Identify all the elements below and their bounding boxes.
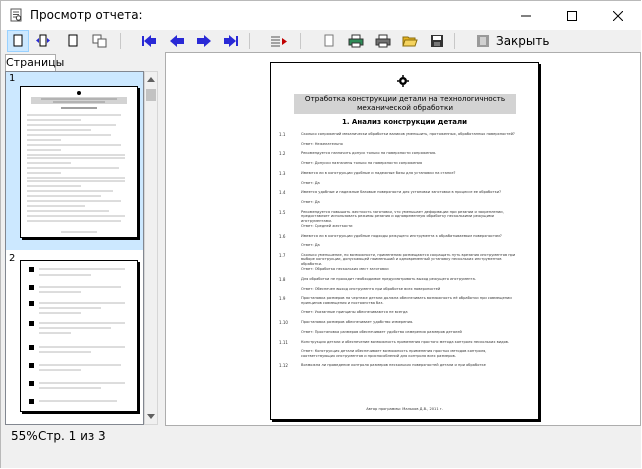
answer-text: Ответ: Конструкция детали обеспечивает возможность применения простых методов контроля, соответствующих инструментов и приспособлений для контроля всех размеров. — [301, 349, 487, 358]
question-number: 1.11 — [279, 339, 288, 345]
toolbar-separator — [120, 33, 121, 49]
report-page — [270, 62, 539, 420]
title-bar — [1, 1, 641, 30]
question-text: Конструкция детали и обеспечение возможность применения простого метода контроля нескольких видов. — [301, 339, 510, 344]
thumbnail-scrollbar[interactable] — [144, 71, 158, 425]
question-text: Сколько уменьшение, по возможности, применению размещаются сокращать путь врезания инструментов при выборе конструкции, допускающей наименьший и одновременный установку нескольких инструментов обработки. — [301, 252, 516, 266]
save-disk-icon — [430, 34, 444, 48]
scroll-up-icon — [145, 74, 157, 86]
report-header-line: механической обработки — [356, 102, 453, 112]
answer-text: Ответ: Средней жесткости — [301, 223, 353, 228]
close-icon — [613, 11, 623, 21]
question-text: Имеются ли в конструкции удобные и надежные базы для установки на станке? — [301, 170, 456, 175]
question-number: 1.4 — [279, 190, 286, 196]
two-pages-icon — [92, 34, 108, 48]
thumbnail-number: 2 — [9, 253, 16, 264]
answer-text: Ответ: Да — [301, 180, 320, 185]
single-page-icon — [12, 34, 24, 48]
answer-text: Ответ: Да — [301, 199, 320, 204]
minimize-icon — [521, 11, 531, 21]
question-number: 1.2 — [279, 151, 286, 157]
question-number: 1.5 — [279, 209, 286, 215]
folder-open-icon — [402, 34, 418, 48]
page-indicator: Стр. 1 из 3 — [38, 429, 106, 443]
app-icon — [9, 8, 23, 22]
section-title: 1. Анализ конструкции детали — [341, 118, 468, 126]
report-footer: Автор программы: Мальков Д.В., 2011 г. — [366, 407, 443, 411]
arrow-left-icon — [169, 34, 185, 48]
question-text: Простановка размеров на чертеже детали должна обеспечивать возможность её обработки при совмещении принципов совмещения и постоянства баз. — [301, 296, 512, 305]
print-button[interactable] — [372, 30, 394, 52]
thumbnail-list — [5, 71, 144, 425]
zoom-level: 55% — [11, 429, 38, 443]
thumbnail-page — [20, 260, 138, 412]
open-button[interactable] — [399, 30, 421, 52]
report-view-area[interactable] — [165, 52, 641, 426]
close-report-label: Закрыть — [496, 34, 550, 48]
question-text: Сколько сопряжений механически обработки валиков уменьшить, протяженных, обработанных поверхностей? — [301, 132, 515, 136]
close-window-button[interactable] — [595, 1, 641, 30]
toolbar-separator — [454, 33, 455, 49]
question-number: 1.12 — [279, 363, 288, 369]
next-page-button[interactable] — [193, 30, 215, 52]
thumbnail-preview — [21, 261, 137, 411]
question-text: Рекомендуется назначить допуск только на поверхности сопряжения. — [301, 151, 437, 156]
printer-icon — [375, 34, 391, 48]
first-page-button[interactable] — [138, 30, 160, 52]
report-header-line: Отработка конструкции детали на технологичность — [304, 94, 506, 103]
go-to-page-icon — [270, 34, 288, 48]
new-document-button[interactable] — [318, 30, 340, 52]
go-to-page-button[interactable] — [268, 30, 290, 52]
previous-page-button[interactable] — [166, 30, 188, 52]
status-bar — [1, 426, 641, 468]
minimize-button[interactable] — [503, 1, 549, 30]
page-width-button[interactable] — [32, 30, 54, 52]
toolbar — [1, 30, 641, 52]
question-text: Простановка размеров обеспечивает удобство измерения. — [301, 320, 414, 325]
answer-text: Ответ: Да — [301, 243, 320, 248]
answer-text: Ответ: Простановка размеров обеспечивает удобство измерения размеров деталей — [301, 329, 462, 334]
question-text: Рекомендуется повышать жесткость заготовки, что уменьшает деформации при резании и закреплении, предоставляет использовать режимы резания и одновременную обработку несколькими режущими инструментами. — [301, 209, 504, 223]
question-number: 1.10 — [279, 320, 288, 326]
question-number: 1.8 — [279, 276, 286, 282]
whole-page-icon — [67, 34, 79, 48]
answer-text: Ответ: Обеспечен выход инструмента при обработке всех поверхностей — [301, 286, 441, 291]
toolbar-separator — [249, 33, 250, 49]
single-page-button[interactable] — [7, 30, 29, 52]
question-number: 1.7 — [279, 252, 286, 258]
close-report-button[interactable] — [476, 30, 549, 52]
toolbar-separator — [300, 33, 301, 49]
thumbnail-number: 1 — [9, 73, 16, 84]
thumbnail-page — [20, 86, 138, 238]
answer-text: Ответ: Указанные принципы обеспечиваются не всегда — [301, 310, 408, 315]
scrollbar-thumb[interactable] — [146, 89, 156, 101]
thumbnail-item-2[interactable] — [6, 250, 143, 425]
question-text: Для обработки не проходит необходимое предусматривать выход режущего инструмента. — [301, 276, 476, 281]
maximize-button[interactable] — [549, 1, 595, 30]
thumbnail-preview — [21, 87, 137, 237]
answer-text: Ответ: Обработка нескольких мест заготовки — [301, 267, 389, 272]
save-button[interactable] — [426, 30, 448, 52]
printer-setup-icon — [348, 34, 364, 48]
logo-icon — [397, 75, 409, 87]
first-page-icon — [141, 34, 157, 48]
maximize-icon — [567, 11, 577, 21]
question-text: Возможна ли проведение контроля размеров нескольких поверхностей детали и при обработке — [301, 363, 486, 368]
last-page-icon — [223, 34, 239, 48]
question-number: 1.9 — [279, 296, 286, 302]
question-number: 1.3 — [279, 170, 286, 176]
answer-text: Ответ: Нежелательно — [301, 141, 343, 146]
question-number: 1.1 — [279, 132, 286, 137]
page-width-icon — [36, 34, 50, 48]
pages-panel — [2, 52, 161, 426]
window-title: Просмотр отчета: — [30, 8, 143, 22]
report-header — [294, 94, 516, 114]
question-text: Имеются ли в конструкции удобные подходы режущего инструмента к обрабатываемым поверхностям? — [301, 233, 502, 238]
answer-text: Ответ: Допуски назначены только на поверхности сопряжения — [301, 161, 423, 166]
tab-pages[interactable]: Страницы — [6, 56, 65, 69]
question-number: 1.6 — [279, 233, 286, 239]
arrow-right-icon — [196, 34, 212, 48]
last-page-button[interactable] — [220, 30, 242, 52]
blank-page-icon — [323, 34, 335, 48]
two-pages-button[interactable] — [89, 30, 111, 52]
exit-icon — [476, 34, 490, 48]
question-text: Имеется удобные и надежные базовые поверхности для установки заготовки в процессе ее обработки? — [301, 190, 501, 195]
whole-page-button[interactable] — [62, 30, 84, 52]
print-setup-button[interactable] — [345, 30, 367, 52]
scroll-down-icon — [145, 410, 157, 422]
thumbnail-item-1[interactable] — [6, 72, 143, 250]
